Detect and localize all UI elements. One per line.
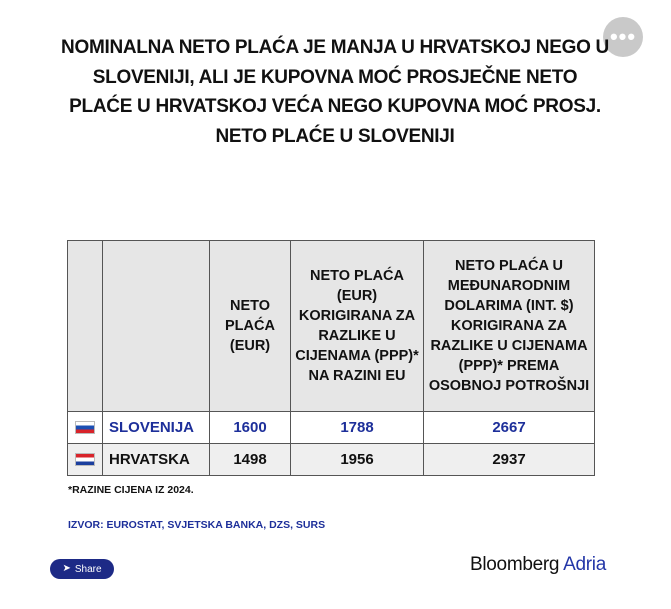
share-icon: ➤	[62, 563, 71, 574]
header-country-cell	[103, 241, 210, 412]
table-header-row	[68, 241, 595, 412]
header-flag-cell	[68, 241, 103, 412]
table-cell: 2667	[424, 412, 595, 444]
table-cell: 1600	[210, 412, 291, 444]
slovenia-flag-icon	[75, 421, 95, 434]
share-label: Share	[74, 563, 102, 575]
share-button[interactable]	[50, 559, 114, 579]
country-name: HRVATSKA	[103, 444, 210, 476]
croatia-flag-icon	[75, 453, 95, 466]
column-header: NETO PLAĆA U MEĐUNARODNIM DOLARIMA (INT. $) KORIGIRANA ZA RAZLIKE U CIJENAMA (PPP)* PREMA OSOBNOJ POTROŠNJI	[424, 241, 595, 412]
table-cell: 1498	[210, 444, 291, 476]
footnote: *RAZINE CIJENA IZ 2024.	[68, 484, 194, 496]
brand-accent: Adria	[563, 554, 606, 575]
country-name: SLOVENIJA	[103, 412, 210, 444]
table-cell: 1956	[291, 444, 424, 476]
brand-name: Bloomberg	[470, 554, 560, 575]
column-header: NETO PLAĆA (EUR) KORIGIRANA ZA RAZLIKE U CIJENAMA (PPP)* NA RAZINI EU	[291, 241, 424, 412]
table-row	[68, 412, 595, 444]
ellipsis-icon: •••	[609, 24, 637, 49]
brand-logo	[470, 554, 606, 576]
source-note: IZVOR: EUROSTAT, SVJETSKA BANKA, DZS, SURS	[68, 519, 326, 531]
data-table	[67, 240, 595, 476]
table-cell: 1788	[291, 412, 424, 444]
table-cell: 2937	[424, 444, 595, 476]
table-row	[68, 444, 595, 476]
column-header: NETO PLAĆA (EUR)	[210, 241, 291, 412]
page-title: NOMINALNA NETO PLAĆA JE MANJA U HRVATSKOJ NEGO U SLOVENIJI, ALI JE KUPOVNA MOĆ PROSJEČNE NETO PLAĆE U HRVATSKOJ VEĆA NEGO KUPOVNA MOĆ PROSJ. NETO PLAĆE U SLOVENIJI	[61, 37, 609, 147]
